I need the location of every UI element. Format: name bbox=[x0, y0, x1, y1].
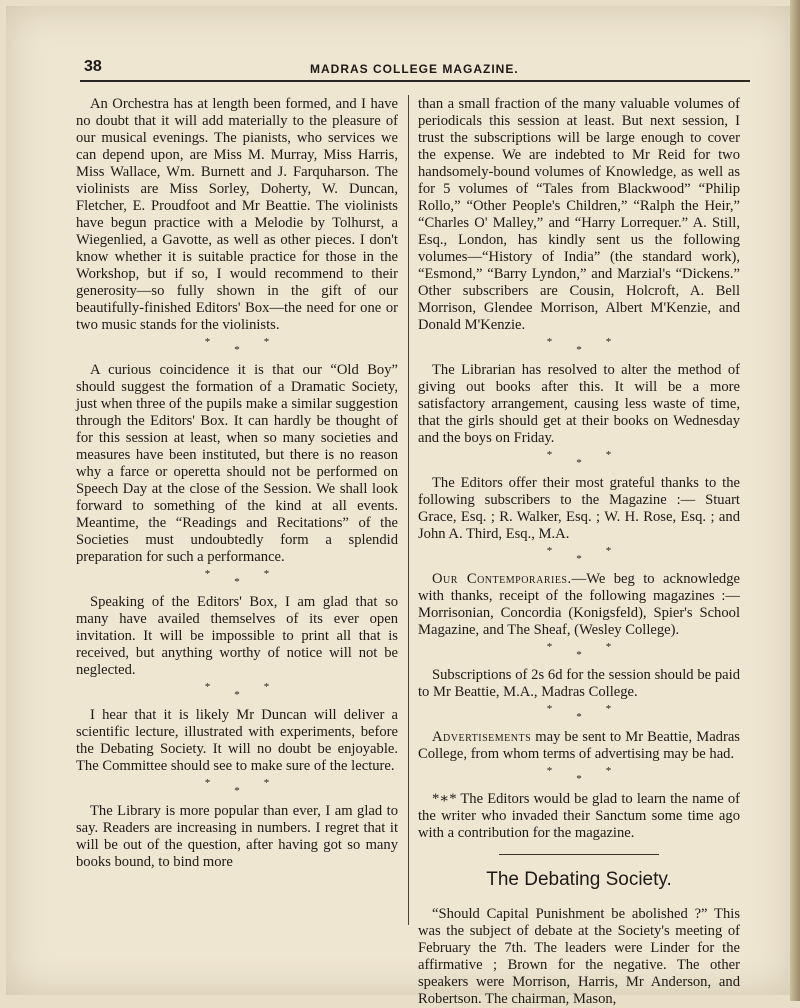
paragraph-editors-box: Speaking of the Editors' Box, I am glad that so many have availed themselves of its ever open invitation. It will be impossible to print all that is received, but anything worthy of notice will not be neglected. bbox=[76, 594, 398, 678]
paragraph-library-continued: than a small fraction of the many valuable volumes of periodicals this session at least. But next session, I trust the subscriptions will be large enough to cover the expense. We are indebted to Mr Reid for two handsomely-bound volumes of Knowledge, as well as for 5 volumes of “Tales from Blackwood” “Philip Rollo,” “Other People's Children,” “Ralph the Heir,” “Charles O' Malley,” and “Harry Lorrequer.” A. Still, Esq., London, has kindly sent us the following volumes—“History of India” (the standard work), “Esmond,” “Barry Lyndon,” and Marzial's “Dickens.” Other subscribers are Cousin, Holcroft, A. Bell Morrison, Glendee Morrison, Albert M'Kenzie, and Donald M'Kenzie. bbox=[418, 96, 740, 333]
paragraph-debating: “Should Capital Punishment be abolished ?” This was the subject of debate at the Society's meeting of February the 7th. The leaders were Linder for the affirmative ; Brown for the negative. The other speakers were Morrison, Harris, Mr Anderson, and Robertson. The chairman, Mason, bbox=[418, 906, 740, 1007]
section-ornament: *** bbox=[546, 641, 636, 661]
advertisements-heading: Advertisements bbox=[432, 729, 532, 745]
section-title-debating-society: The Debating Society. bbox=[486, 869, 672, 890]
section-rule bbox=[499, 854, 659, 855]
paragraph-orchestra: An Orchestra has at length been formed, and I have no doubt that it will add materially to the pleasure of our musical evenings. The pianists, who services we can depend upon, are Miss M. Murray, Miss Harris, Miss Wallace, Wm. Burnett and J. Farquharson. The violinists are Miss Sorley, Doherty, W. Duncan, Fletcher, E. Proudfoot and Mr Beattie. The violinists have begun practice with a Melodie by Tolhurst, a Wiegenlied, a Gavotte, as well as other pieces. I don't know whether it is suitable practice for those in the Workshop, but if so, I would recommend to their generosity—so fully shown in the gift of our beautifully-finished Editors' Box—the need for one or two music stands for the violinists. bbox=[76, 96, 398, 333]
paragraph-library: The Library is more popular than ever, I am glad to say. Readers are increasing in numbers. I regret that it will be out of the question, after having got so many books bound, to bind more bbox=[76, 803, 398, 870]
paragraph-lecture: I hear that it is likely Mr Duncan will deliver a scientific lecture, illustrated with experiments, before the Debating Society. It will no doubt be enjoyable. The Committee should see to make sure of the lecture. bbox=[76, 707, 398, 774]
paragraph-contemporaries: Our Contemporaries.—We beg to acknowledge with thanks, receipt of the following magazines :—Morrisonian, Concordia (Konigsfeld), Spier's School Magazine, and The Sheaf, (Wesley College). bbox=[418, 571, 740, 638]
binding-gutter bbox=[790, 0, 800, 1001]
paragraph-subscribers-thanks: The Editors offer their most grateful thanks to the following subscribers to the Magazine :— Stuart Grace, Esq. ; R. Walker, Esq. ; W. H. Rose, Esq. ; and John A. Third, Esq., M.A. bbox=[418, 475, 740, 542]
paragraph-dramatic-society: A curious coincidence it is that our “Old Boy” should suggest the formation of a Dramatic Society, just when three of the pupils make a similar suggestion through the Editors' Box. It can hardly be thought of for this session at least, when so many societies and measures have been instituted, but there is no reason why a farce or operetta should not be performed on Speech Day at the close of the Session. We shall look forward to something of the kind at all events. Meantime, the “Readings and Recitations” of the Societies must undoubtedly form a splendid preparation for such a performance. bbox=[76, 362, 398, 565]
column-divider bbox=[408, 95, 409, 925]
section-ornament: *** bbox=[204, 336, 294, 356]
section-ornament: *** bbox=[204, 568, 294, 588]
section-ornament: *** bbox=[546, 336, 636, 356]
paragraph-sanctum: *∗* The Editors would be glad to learn the name of the writer who invaded their Sanctum some time ago with a contribution for the magazine. bbox=[418, 791, 740, 841]
section-ornament: *** bbox=[204, 777, 294, 797]
paragraph-subscriptions: Subscriptions of 2s 6d for the session should be paid to Mr Beattie, M.A., Madras College. bbox=[418, 667, 740, 700]
section-ornament: *** bbox=[546, 765, 636, 785]
section-ornament: *** bbox=[546, 449, 636, 469]
page-number: 38 bbox=[84, 58, 102, 75]
left-column bbox=[76, 96, 398, 871]
running-title: MADRAS COLLEGE MAGAZINE. bbox=[310, 62, 519, 76]
header-rule bbox=[80, 80, 750, 82]
right-column bbox=[418, 96, 740, 1008]
paragraph-librarian: The Librarian has resolved to alter the method of giving out books after this. It will be a more satisfactory arrangement, causing less waste of time, that the girls should get at their books on Wednesday and the boys on Friday. bbox=[418, 362, 740, 446]
section-ornament: *** bbox=[204, 681, 294, 701]
asterism: *∗* bbox=[432, 791, 457, 807]
paragraph-advertisements: Advertisements may be sent to Mr Beattie, Madras College, from whom terms of advertising may be had. bbox=[418, 729, 740, 762]
section-ornament: *** bbox=[546, 703, 636, 723]
contemporaries-heading: Our Contemporaries. bbox=[432, 571, 572, 587]
section-ornament: *** bbox=[546, 545, 636, 565]
